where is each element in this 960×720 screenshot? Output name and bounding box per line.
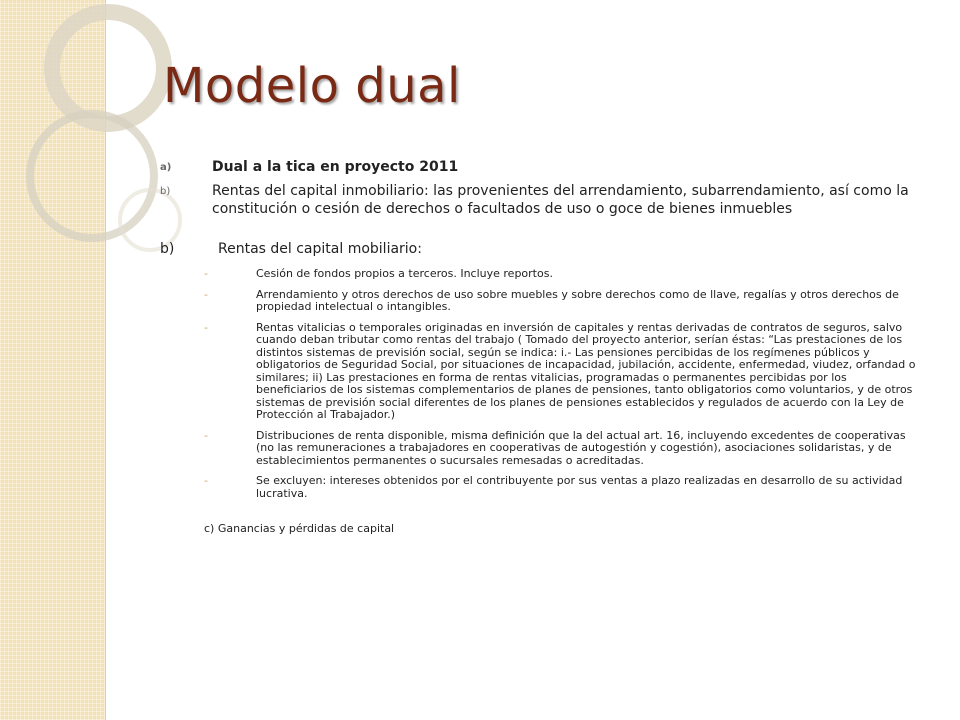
list-item: [160, 430, 920, 468]
bullet-text: Rentas vitalicias o temporales originadas en inversión de capitales y rentas derivadas de contratos de seguros, salvo cuando deban tributar como rentas del trabajo ( Tomado del proyecto anterior, serían éstas: “Las prestaciones de los distintos sistemas de previsión social, según se indica: i.- Las pensiones percibidas de los regímenes públicos y obligatorios de Seguridad Social, por situaciones de incapacidad, jubilación, accidente, enfermedad, viudez, orfandad o similares; ii) Las prestaciones en forma de rentas vitalicias, programadas o permanentes percibidas por los beneficiarios de los sistemas complementarios de planes de pensiones, tanto obligatorios como voluntarios, y de otros sistemas de previsión social diferentes de los planes de pensiones establecidos y regulados de acuerdo con la Ley de Protección al Trabajador.): [256, 320, 916, 421]
dash-icon: -: [204, 320, 208, 334]
bullet-list: [160, 268, 920, 500]
section-b-heading: [160, 240, 920, 258]
item-b-text: Rentas del capital inmobiliario: las provenientes del arrendamiento, subarrendamiento, así como la constitución o cesión de derechos o facultados de uso o goce de bienes inmuebles: [212, 183, 909, 217]
list-item: [160, 268, 920, 281]
list-item: [160, 475, 920, 500]
dash-icon: -: [204, 267, 208, 280]
bullet-text: Se excluyen: intereses obtenidos por el contribuyente por sus ventas a plazo realizadas en desarrollo de su actividad lucrativa.: [256, 474, 903, 500]
bullet-text: Cesión de fondos propios a terceros. Incluye reportos.: [256, 267, 553, 280]
bullet-text: Distribuciones de renta disponible, misma definición que la del actual art. 16, incluyendo excedentes de cooperativas (no las remuneraciones a trabajadores en cooperativas de autogestión y cogestión), asociaciones solidaristas, y de establecimientos permanentes o sucursales remesadas o acreditadas.: [256, 428, 906, 467]
list-item: [160, 289, 920, 314]
section-c-heading: c) Ganancias y pérdidas de capital: [204, 522, 395, 535]
left-decorative-panel: [0, 0, 106, 720]
item-a-marker: a): [160, 162, 172, 173]
list-item-a: [160, 158, 920, 176]
list-item: [160, 322, 920, 422]
dash-icon: -: [204, 474, 208, 487]
slide-content: [160, 150, 920, 535]
list-item-b: [160, 182, 920, 218]
section-b-text: Rentas del capital mobiliario:: [218, 241, 422, 257]
bullet-text: Arrendamiento y otros derechos de uso sobre muebles y sobre derechos como de llave, regalías y otros derechos de propiedad intelectual o intangibles.: [256, 287, 899, 313]
dash-icon: -: [204, 287, 208, 301]
page-title: Modelo dual: [163, 58, 461, 114]
item-b-marker: b): [160, 186, 171, 197]
section-b-marker: b): [160, 241, 175, 257]
dash-icon: -: [204, 428, 208, 442]
item-a-text: Dual a la tica en proyecto 2011: [212, 159, 459, 175]
